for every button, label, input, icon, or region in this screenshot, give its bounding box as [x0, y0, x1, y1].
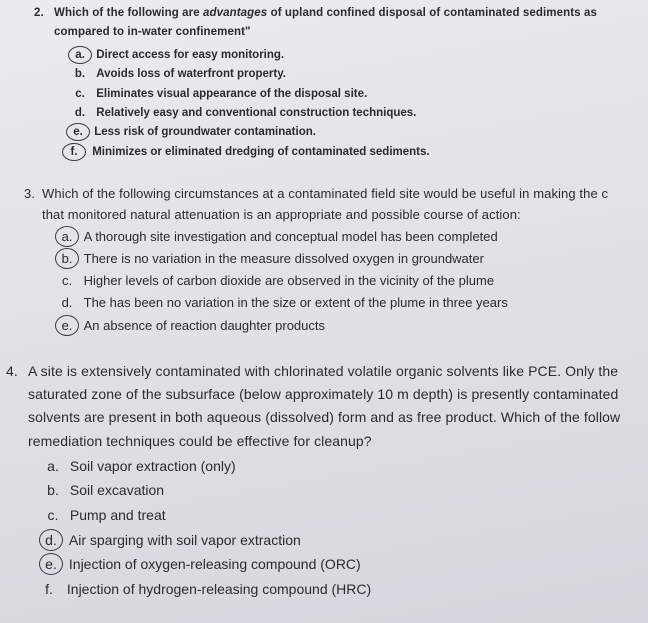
option-text: Soil vapor extraction (only) [69, 458, 236, 474]
question-2-option-b[interactable]: b. Avoids loss of waterfront property. [74, 68, 286, 80]
answer-circle-mark: e. [45, 556, 57, 572]
question-4-number: 4. [6, 363, 18, 379]
question-3-option-b[interactable] [60, 251, 484, 266]
option-text: Injection of hydrogen-releasing compound (HRC) [66, 581, 372, 597]
option-text: Soil excavation [69, 482, 165, 498]
option-text: Avoids loss of waterfront property. [96, 68, 286, 80]
option-text: An absence of reaction daughter products [83, 318, 326, 333]
option-text: Less risk of groundwater contamination. [94, 126, 316, 138]
option-text: There is no variation in the measure dissolved oxygen in groundwater [83, 251, 484, 266]
option-text: Injection of oxygen-releasing compound (ORC) [68, 556, 361, 572]
question-2-prompt-line-1: Which of the following are advantages of upland confined disposal of contaminated sediments as [54, 7, 597, 19]
answer-circle-mark: b. [61, 251, 73, 266]
question-3-option-d[interactable]: d. The has been no variation in the size or extent of the plume in three years [61, 295, 508, 310]
question-4-prompt-line-3: solvents are present in both aqueous (dissolved) form and as free product. Which of the follow [28, 409, 621, 425]
option-text: Eliminates visual appearance of the disposal site. [96, 88, 368, 100]
question-3-number: 3. [24, 186, 36, 201]
emphasis-advantages: advantages [203, 7, 268, 19]
option-text: Direct access for easy monitoring. [96, 49, 285, 61]
question-4-prompt-line-2: saturated zone of the subsurface (below approximately 10 m depth) is presently contaminated [28, 386, 619, 402]
question-4-option-b[interactable]: b. Soil excavation [47, 482, 165, 498]
question-2-option-d[interactable]: d. Relatively easy and conventional construction techniques. [74, 107, 417, 119]
question-4-option-d[interactable] [44, 532, 301, 548]
question-3-option-a[interactable] [60, 229, 498, 244]
question-2-option-f[interactable] [67, 146, 430, 158]
question-2-prompt-line-2: compared to in-water confinement" [54, 26, 251, 38]
question-4-option-c[interactable]: c. Pump and treat [47, 507, 166, 523]
question-4-prompt-line-1: A site is extensively contaminated with chlorinated volatile organic solvents like PCE. Only the [28, 363, 619, 379]
question-3-option-e[interactable] [60, 318, 325, 333]
question-2-option-e[interactable] [71, 126, 316, 138]
question-2-option-c[interactable]: c. Eliminates visual appearance of the disposal site. [75, 88, 368, 100]
question-3-prompt-line-1: Which of the following circumstances at a contaminated field site would be useful in making the c [42, 186, 609, 201]
answer-circle-mark: a. [73, 49, 87, 61]
question-2-number: 2. [34, 7, 44, 19]
answer-circle-mark: d. [45, 532, 57, 548]
question-3-prompt-line-2: that monitored natural attenuation is an appropriate and possible course of action: [42, 207, 521, 222]
question-4-option-a[interactable]: a. Soil vapor extraction (only) [47, 458, 236, 474]
question-2-option-a[interactable] [73, 49, 284, 61]
answer-circle-mark: f. [67, 146, 81, 158]
answer-circle-mark: a. [61, 229, 73, 244]
question-4-option-f[interactable]: f. Injection of hydrogen-releasing compound (HRC) [45, 581, 372, 597]
question-4-option-e[interactable] [44, 556, 361, 572]
option-text: A thorough site investigation and conceptual model has been completed [83, 229, 498, 244]
option-text: Air sparging with soil vapor extraction [68, 532, 301, 548]
question-4-prompt-line-4: remediation techniques could be effective for cleanup? [28, 433, 372, 449]
option-text: Pump and treat [69, 507, 166, 523]
question-3-option-c[interactable]: c. Higher levels of carbon dioxide are observed in the vicinity of the plume [61, 273, 495, 288]
option-text: The has been no variation in the size or extent of the plume in three years [83, 295, 508, 310]
answer-circle-mark: e. [61, 318, 73, 333]
option-text: Relatively easy and conventional construction techniques. [96, 107, 417, 119]
option-text: Higher levels of carbon dioxide are observed in the vicinity of the plume [83, 273, 495, 288]
answer-circle-mark: e. [71, 126, 85, 138]
option-text: Minimizes or eliminated dredging of contaminated sediments. [92, 146, 430, 158]
